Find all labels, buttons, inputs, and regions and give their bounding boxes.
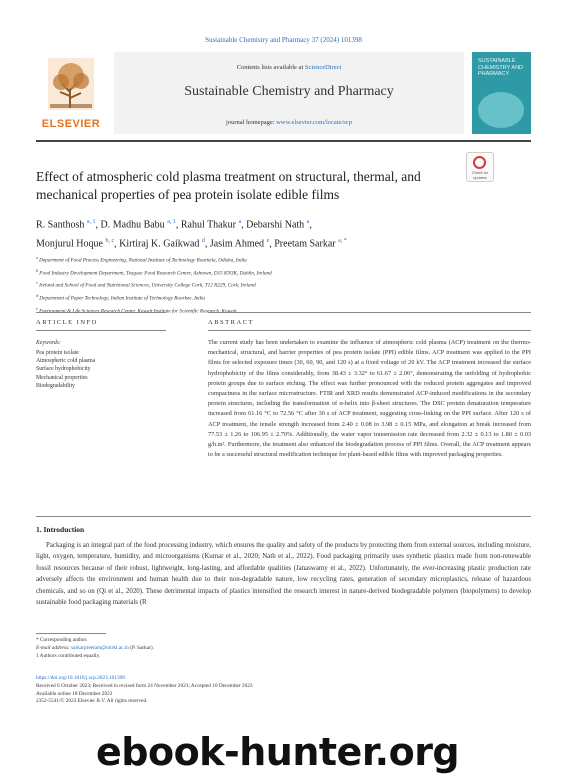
doi-link[interactable]: https://doi.org/10.1016/j.scp.2023.101398 [36, 675, 125, 681]
author-affil[interactable]: a, * [338, 238, 347, 245]
journal-reference[interactable]: Sustainable Chemistry and Pharmacy 37 (2024) 101398 [205, 36, 362, 44]
affiliation-item [36, 278, 531, 291]
article-meta [36, 675, 253, 706]
author-name[interactable]: Preetam Sarkar [274, 238, 336, 250]
email-link[interactable]: sarkarpreetam@nitrkl.ac.in [71, 644, 129, 651]
author-name[interactable]: Rahul Thakur [180, 219, 236, 231]
cover-graphic [478, 92, 524, 128]
check-updates-label: Check for updates [471, 171, 489, 180]
contents-prefix: Contents lists available at [236, 64, 305, 71]
affiliation-marker: d [36, 293, 38, 299]
affiliation-text: Ireland and School of Food and Nutritional Sciences, University College Cork, T12 R229, Cork, Ireland [39, 283, 256, 290]
author-affil[interactable]: a, 1 [86, 219, 96, 225]
divider [36, 516, 531, 517]
intro-paragraph: Packaging is an integral part of the food processing industry, which ensures the quality and safety of the products by protecting them from external sources, including moisture, light, oxygen, temperature, humidity, and microorganisms (Kumar et al., 2020; Nath et al., 2022). Food packaging primarily uses synthetic plastics made from non-renewable fossil resources because of their robust, lightweight, long-lasting, and affordable qualities (Janaswamy et al., 2022). Unfortunately, the ever-increasing plastic production rate adversely affects the environment and human health due to their non-degradable nature, low recycling rates, generation of secondary microplastics, release of hazardous chemicals, and so on (Qi et al., 2020). These detrimental impacts of plastics intensified the research interest in nature-derived biodegradable polymers (biopolymers) to develop sustainable food packaging materials (R [36, 542, 531, 607]
corresponding-author-note: * Corresponding author. [36, 637, 88, 643]
abstract-heading: ABSTRACT [208, 319, 254, 326]
affiliations [36, 253, 531, 317]
affiliation-marker: a [36, 255, 38, 260]
keyword-item: Surface hydrophobicity [36, 366, 91, 373]
author-name[interactable]: D. Madhu Babu [100, 219, 165, 231]
author-line-2: Monjurul Hoque $^{b, c}$, Kirtiraj K. Gaikwad $^d$, Jasim Ahmed $^e$, Preetam Sarkar $^{a, *}$ [36, 238, 347, 250]
contents-line [114, 64, 464, 71]
journal-cover-image[interactable] [472, 52, 531, 134]
check-updates-icon [473, 156, 486, 169]
keyword-item: Pea protein isolate [36, 350, 79, 356]
divider [208, 312, 531, 313]
author-affil[interactable]: a [306, 219, 310, 225]
received-dates: Received 6 October 2023; Received in revised form 24 November 2023; Accepted 10 December 2023 [36, 682, 253, 689]
journal-title: Sustainable Chemistry and Pharmacy [184, 84, 394, 99]
watermark: ebook-hunter.org [96, 730, 460, 774]
journal-banner [114, 52, 464, 134]
homepage-link[interactable]: www.elsevier.com/locate/scp [276, 119, 352, 126]
author-name[interactable]: Jasim Ahmed [209, 238, 265, 250]
author-line-1: R. Santhosh $^{a, 1}$, D. Madhu Babu $^{a, 1}$, Rahul Thakur $^a$, Debarshi Nath $^a$, [36, 219, 312, 231]
affiliation-item [36, 253, 531, 266]
email-suffix: (P. Sarkar). [128, 644, 154, 651]
author-affil[interactable]: a [238, 219, 242, 225]
divider [208, 330, 531, 331]
author-affil[interactable]: e [266, 238, 270, 245]
author-list [36, 214, 531, 253]
affiliation-text: for Scientific [171, 308, 199, 315]
intro-heading: 1. Introduction [36, 525, 85, 534]
article-info-heading: ARTICLE INFO [36, 319, 98, 326]
divider [36, 330, 166, 331]
affiliation-item [36, 304, 531, 317]
journal-header [36, 52, 531, 138]
author-affil[interactable]: d [201, 238, 205, 245]
check-for-updates-button[interactable] [466, 152, 494, 182]
elsevier-logo[interactable] [36, 54, 106, 134]
sciencedirect-link[interactable]: ScienceDirect [304, 64, 342, 71]
header-divider [36, 140, 531, 142]
keyword-item: Mechanical properties [36, 374, 88, 381]
affiliation-text: Food Industry Development Department, Teagasc Food Research Centre, Ashtown, D15 KN3K, Dublin, Ireland [39, 270, 272, 277]
affiliation-text: Department of Paper Technology, Indian Institute of Technology Roorkee, India [39, 295, 206, 302]
elsevier-tree-icon [48, 58, 94, 110]
article-title: Effect of atmospheric cold plasma treatment on structural, thermal, and mechanical properties of pea protein isolate edible films [36, 169, 421, 202]
affiliation-marker: b [36, 267, 38, 273]
author-affil[interactable]: a, 1 [167, 219, 176, 225]
equal-contribution-note: 1 Authors contributed equally. [36, 652, 101, 659]
author-name[interactable]: R. Santhosh [36, 219, 85, 231]
abstract-text: The current study has been undertaken to examine the influence of atmospheric cold plasma (ACP) treatment on the thermo-mechanical, structural, and barrier properties of pea protein isolate (PPI) edible films. ACP treatment was applied to the PPI films for selected exposure times (30, 60, 90, and 120 s) at a fixed voltage of 20 kV. The ACP treatment increased the surface hydrophobicity of the films considerably, from 38.43 ± 3.32° to 61.67 ± 2.06°, demonstrating the unfolding of hydrophobic protein groups due to surface etching. The effect was further pronounced with the reduced protein aggregates and improved compactness in the surface microstructure. FTIR and XRD results demonstrated ACP-induced modifications in the secondary protein structures, including the transformation of α-helix into β-sheet structures. The DSC protein denaturation temperature increased from 61.16 °C to 72.56 °C after 30 s of ACP treatment, suggesting cross-linking on the PPI surface. After 120 s of ACP treatment, the tensile strength increased from 2.40 ± 0.08 to 3.98 ± 0.15 MPa, and elongation at break increased from 77.53 ± 1.26 to 106.95 ± 2.70%. Additionally, the water vapor transmission rate decreased from 2.32 ± 0.13 to 1.80 ± 0.03 g/h.m². Furthermore, the treatment also enhanced the biodegradation process of PPI films. Overall, the ACP treatment appears to be a successful structural modification technique for plant-based edible films with improved packaging properties. [208, 339, 531, 459]
keyword-item: Biodegradability [36, 382, 75, 389]
affiliation-item [36, 266, 531, 279]
footnotes [36, 637, 154, 660]
online-date: Available online 18 December 2023 [36, 690, 113, 697]
author-name[interactable]: Debarshi Nath [246, 219, 305, 231]
affiliation-marker: c [36, 280, 38, 286]
publisher-wordmark: ELSEVIER [41, 118, 101, 130]
email-label: E-mail address: [36, 644, 70, 651]
divider [36, 312, 166, 313]
author-name[interactable]: Monjurul Hoque [36, 238, 103, 250]
homepage-line [114, 119, 464, 126]
author-name[interactable]: Kirtiraj K. Gaikwad [119, 238, 200, 250]
keywords-label: Keywords: [36, 340, 61, 346]
affiliation-marker: e [36, 305, 38, 311]
cover-title: SUSTAINABLE CHEMISTRY AND PHARMACY [478, 58, 524, 77]
affiliation-item [36, 291, 531, 304]
homepage-prefix: journal homepage: [226, 119, 277, 126]
author-affil[interactable]: b, c [105, 238, 115, 245]
keyword-list [36, 349, 95, 390]
keyword-item: Atmospheric cold plasma [36, 358, 96, 365]
footnote-divider [36, 633, 106, 634]
affiliation-text: Department of Food Process Engineering, National Institute of Technology Rourkela, Odisha, India [39, 257, 247, 264]
copyright: 2352-5541/© 2023 Elsevier B.V. All rights reserved. [36, 698, 148, 705]
email-note [36, 645, 154, 653]
